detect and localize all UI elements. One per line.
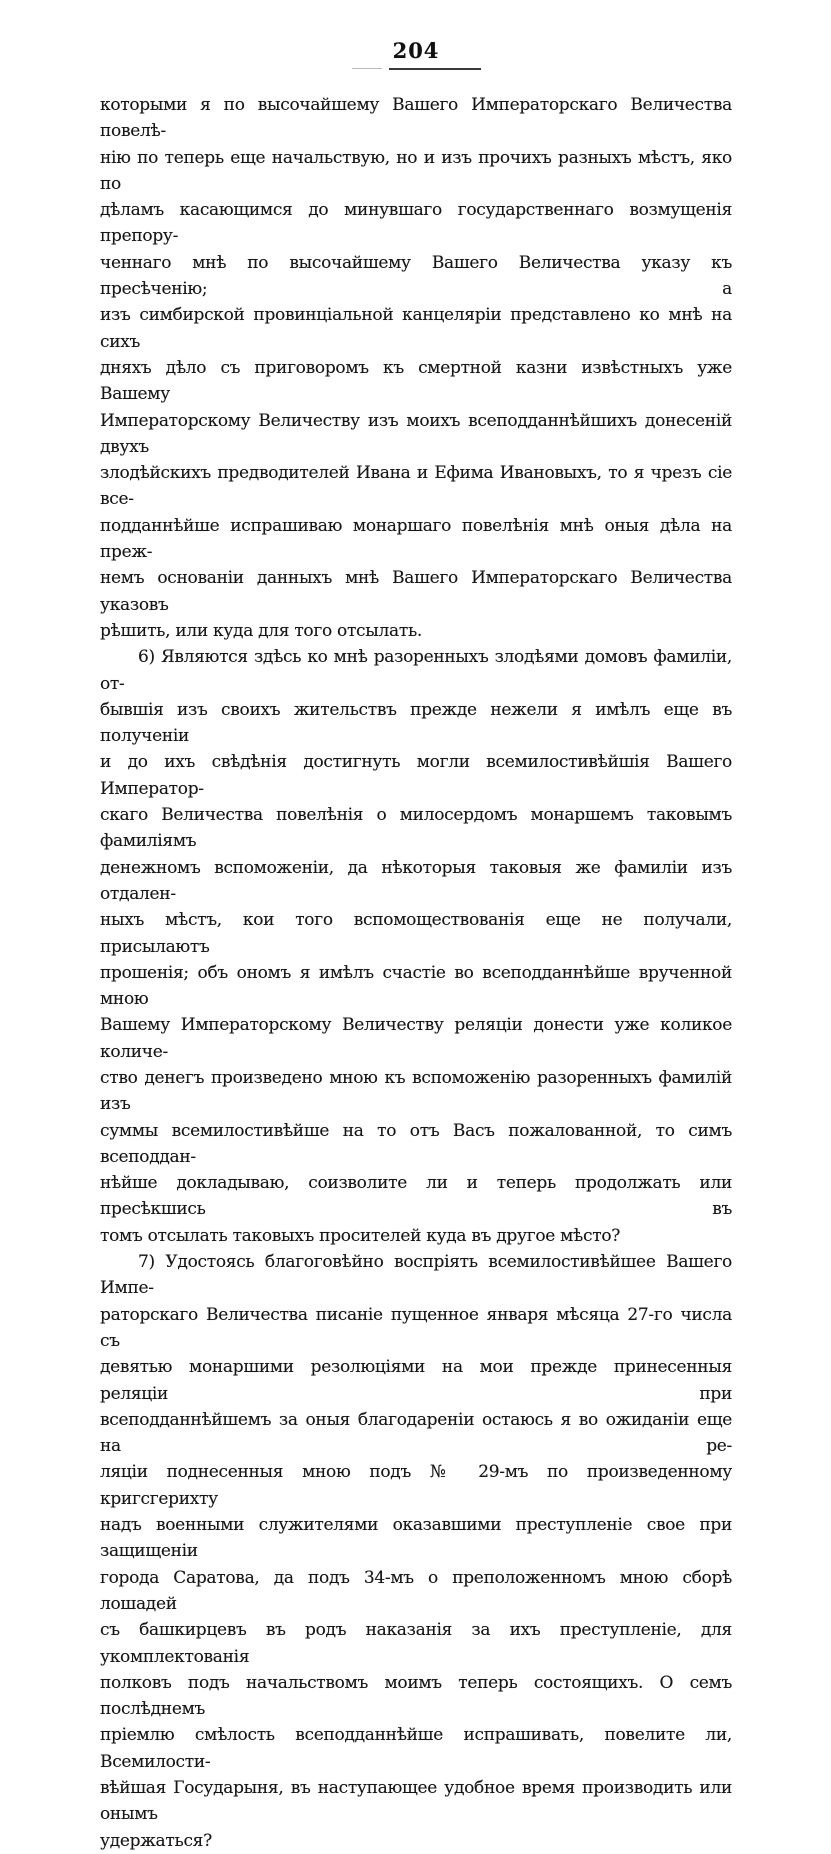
- text-line: удержаться?: [100, 1830, 212, 1851]
- text-line: дняхъ дѣло съ приговоромъ къ смертной казни извѣстныхъ уже Вашему: [100, 357, 732, 405]
- text-line: суммы всемилостивѣйше на то отъ Васъ пожалованной, то симъ всеподдан-: [100, 1120, 732, 1167]
- page-header: [100, 38, 732, 70]
- text-line: Императорскому Величеству изъ моихъ всеподданнѣйшихъ донесеній двухъ: [100, 410, 732, 457]
- paragraph: [100, 644, 732, 1249]
- text-line: рѣшить, или куда для того отсылать.: [100, 620, 423, 641]
- header-rule: [100, 67, 732, 70]
- text-line: 7) Удостоясь благоговѣйно воспріять всемилостивѣйшее Вашего Импе-: [100, 1252, 732, 1299]
- text-line: вѣйшая Государыня, въ наступающее удобное время производить или онымъ: [100, 1778, 732, 1825]
- text-line: раторскаго Величества писаніе пущенное января мѣсяца 27-го числа съ: [100, 1304, 732, 1351]
- text-line: нѣйше докладываю, соизволите ли и теперь продолжать или пресѣкшись въ: [100, 1173, 732, 1220]
- text-line: города Саратова, да подъ 34-мъ о преположенномъ мною сборѣ лошадей: [100, 1567, 732, 1614]
- text-line: надъ военными служителями оказавшими преступленіе свое при защищеніи: [100, 1515, 732, 1562]
- body-text-column: [100, 92, 732, 1854]
- text-line: скаго Величества повелѣнія о милосердомъ монаршемъ таковымъ фамиліямъ: [100, 805, 732, 852]
- text-line: ченнаго мнѣ по высочайшему Вашего Величества указу къ пресѣченію; а: [100, 252, 732, 300]
- page-number: 204: [392, 38, 440, 63]
- text-line: томъ отсылать таковыхъ просителей куда въ другое мѣсто?: [100, 1225, 621, 1246]
- text-line: прошенія; объ ономъ я имѣлъ счастіе во всеподданнѣйше врученной мною: [100, 962, 732, 1010]
- text-line: нію по теперь еще начальствую, но и изъ прочихъ разныхъ мѣстъ, яко по: [100, 147, 732, 194]
- header-rule-segment: [389, 68, 481, 70]
- text-line: подданнѣйше испрашиваю монаршаго повелѣнія мнѣ оныя дѣла на преж-: [100, 515, 732, 563]
- text-line: всеподданнѣйшемъ за оныя благодареніи остаюсь я во ожиданіи еще на ре-: [100, 1409, 732, 1457]
- text-line: ство денегъ произведено мною къ вспоможенію разоренныхъ фамилій изъ: [100, 1067, 732, 1115]
- text-line: денежномъ вспоможеніи, да нѣкоторыя таковыя же фамиліи изъ отдален-: [100, 857, 732, 904]
- paragraph: [100, 1249, 732, 1854]
- text-line: бывшія изъ своихъ жительствъ прежде нежели я имѣлъ еще въ полученіи: [100, 699, 732, 747]
- paragraph: [100, 92, 732, 644]
- text-line: пріемлю смѣлость всеподданнѣйше испрашивать, повелите ли, Всемилости-: [100, 1725, 732, 1772]
- text-line: девятью монаршими резолюціями на мои прежде принесенныя реляціи при: [100, 1357, 732, 1404]
- text-line: ныхъ мѣстъ, кои того вспомоществованія еще не получали, присылаютъ: [100, 910, 732, 957]
- text-line: злодѣйскихъ предводителей Ивана и Ефима Ивановыхъ, то я чрезъ сіе все-: [100, 463, 732, 510]
- text-line: съ башкирцевъ въ родъ наказанія за ихъ преступленіе, для укомплектованія: [100, 1620, 732, 1667]
- text-line: Вашему Императорскому Величеству реляціи донести уже коликое количе-: [100, 1015, 732, 1062]
- text-line: ляціи поднесенныя мною подъ № 29-мъ по произведенному кригсгерихту: [100, 1462, 732, 1509]
- text-line: полковъ подъ начальствомъ моимъ теперь состоящихъ. О семъ послѣднемъ: [100, 1672, 732, 1720]
- text-line: изъ симбирской провинціальной канцеляріи представлено ко мнѣ на сихъ: [100, 305, 732, 352]
- text-line: дѣламъ касающимся до минувшаго государственнаго возмущенія препору-: [100, 200, 732, 247]
- header-rule-segment: [352, 68, 382, 69]
- text-line: немъ основаніи данныхъ мнѣ Вашего Императорскаго Величества указовъ: [100, 568, 732, 615]
- text-line: которыми я по высочайшему Вашего Императорскаго Величества повелѣ-: [100, 95, 732, 142]
- text-line: 6) Являются здѣсь ко мнѣ разоренныхъ злодѣями домовъ фамиліи, от-: [100, 647, 732, 694]
- text-line: и до ихъ свѣдѣнія достигнуть могли всемилостивѣйшія Вашего Император-: [100, 752, 732, 799]
